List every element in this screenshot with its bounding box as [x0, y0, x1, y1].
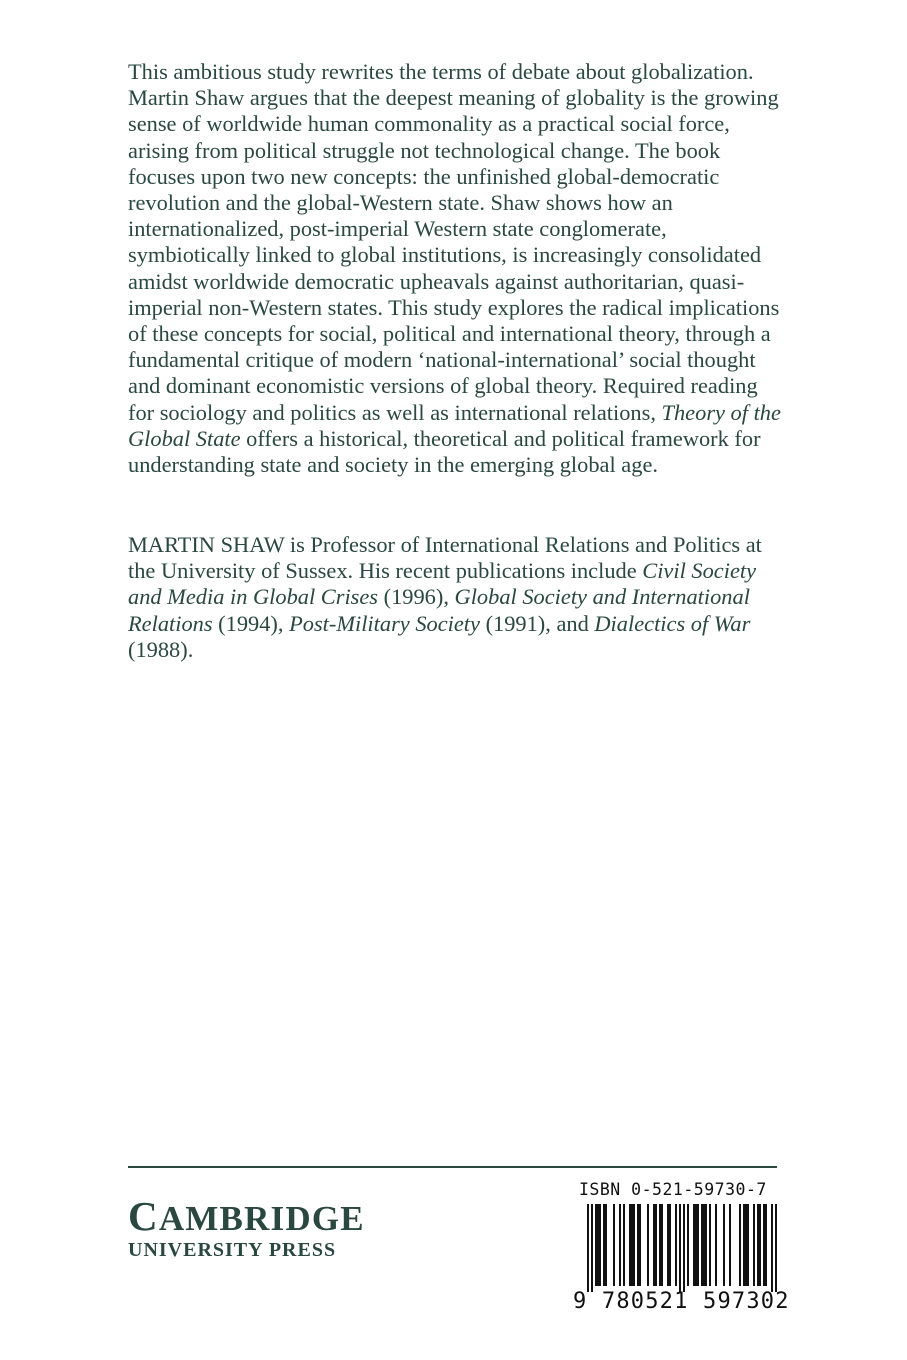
description-paragraph: [128, 59, 788, 478]
barcode-guard-bar: [591, 1204, 593, 1292]
barcode-bar: [653, 1204, 657, 1286]
barcode-bar: [715, 1204, 717, 1286]
book-description: [128, 59, 788, 478]
book-title: Theory of the Global State: [128, 399, 781, 451]
publication-year: (1996),: [378, 584, 455, 610]
barcode-bar: [729, 1204, 731, 1286]
divider-rule: [128, 1166, 777, 1168]
publication-title: Global Society and International Relations: [128, 584, 750, 636]
publication-year: (1991), and: [479, 610, 595, 636]
publication-title: Dialectics of War: [594, 610, 751, 636]
barcode-bar: [675, 1204, 677, 1286]
barcode-bar: [753, 1204, 755, 1286]
barcode-guard-bar: [679, 1204, 681, 1292]
publisher-name-rest: AMBRIDGE: [158, 1199, 365, 1238]
barcode-bar: [739, 1204, 741, 1286]
publisher-logo: [128, 1193, 365, 1261]
barcode-bar: [693, 1204, 699, 1286]
description-text-part-2: offers a historical, theoretical and political framework for understanding state and society in the emerging global age.: [128, 425, 761, 478]
publisher-subtitle: UNIVERSITY PRESS: [128, 1239, 337, 1261]
barcode-bar: [743, 1204, 749, 1286]
barcode-bar: [757, 1204, 761, 1286]
publication-year: (1994),: [212, 610, 290, 636]
barcode-bar: [623, 1204, 625, 1286]
barcode-bar: [619, 1204, 621, 1286]
barcode-guard-bar: [775, 1204, 777, 1292]
author-bio: [128, 532, 788, 663]
barcode-bar: [637, 1204, 641, 1286]
barcode-bar: [667, 1204, 671, 1286]
isbn-label: ISBN 0-521-59730-7: [579, 1180, 767, 1199]
barcode-bar: [709, 1204, 711, 1286]
description-text-part-1: This ambitious study rewrites the terms of debate about globalization. Martin Shaw argues that the deepest meaning of globality is the growing sense of worldwide human commonality as a practical social force, arising from political struggle not technological change. The book focuses upon two new concepts: the unfinished global-democratic revolution and the global-Western state. Shaw shows how an internationalized, post-imperial Western state conglomerate, symbiotically linked to global institutions, is increasingly consolidated amidst worldwide democratic upheavals against authoritarian, quasi-imperial non-Western states. This study explores the radical implications of these concepts for social, political and international theory, through a fundamental critique of modern ‘national-international’ social thought and dominant economistic versions of global theory. Required reading for sociology and politics as well as international relations,: [128, 59, 780, 425]
barcode-guard-bar: [587, 1204, 589, 1292]
publication-title: Civil Society and Media in Global Crises: [128, 558, 757, 610]
barcode-bar: [723, 1204, 725, 1286]
barcode-bar: [595, 1204, 601, 1286]
publication-year: (1988).: [128, 636, 194, 662]
barcode-bar: [613, 1204, 615, 1286]
barcode-bars: [573, 1204, 779, 1292]
barcode-bar: [629, 1204, 635, 1286]
barcode-bar: [603, 1204, 607, 1286]
barcode-bar: [647, 1204, 649, 1286]
barcode-bar: [687, 1204, 689, 1286]
barcode-guard-bar: [771, 1204, 773, 1292]
publisher-name: [128, 1193, 365, 1239]
barcode-bar: [701, 1204, 707, 1286]
publication-title: Post-Military Society: [289, 610, 480, 636]
author-bio-intro: MARTIN SHAW is Professor of International Relations and Politics at the University of Sussex. His recent publications include: [128, 532, 762, 584]
isbn-barcode: [573, 1180, 790, 1320]
author-bio-paragraph: [128, 532, 788, 663]
ean-digits: 9 780521 597302: [573, 1289, 790, 1314]
barcode-bar: [659, 1204, 663, 1286]
barcode-bar: [763, 1204, 767, 1286]
publisher-name-initial: C: [128, 1193, 159, 1239]
barcode-guard-bar: [683, 1204, 685, 1292]
